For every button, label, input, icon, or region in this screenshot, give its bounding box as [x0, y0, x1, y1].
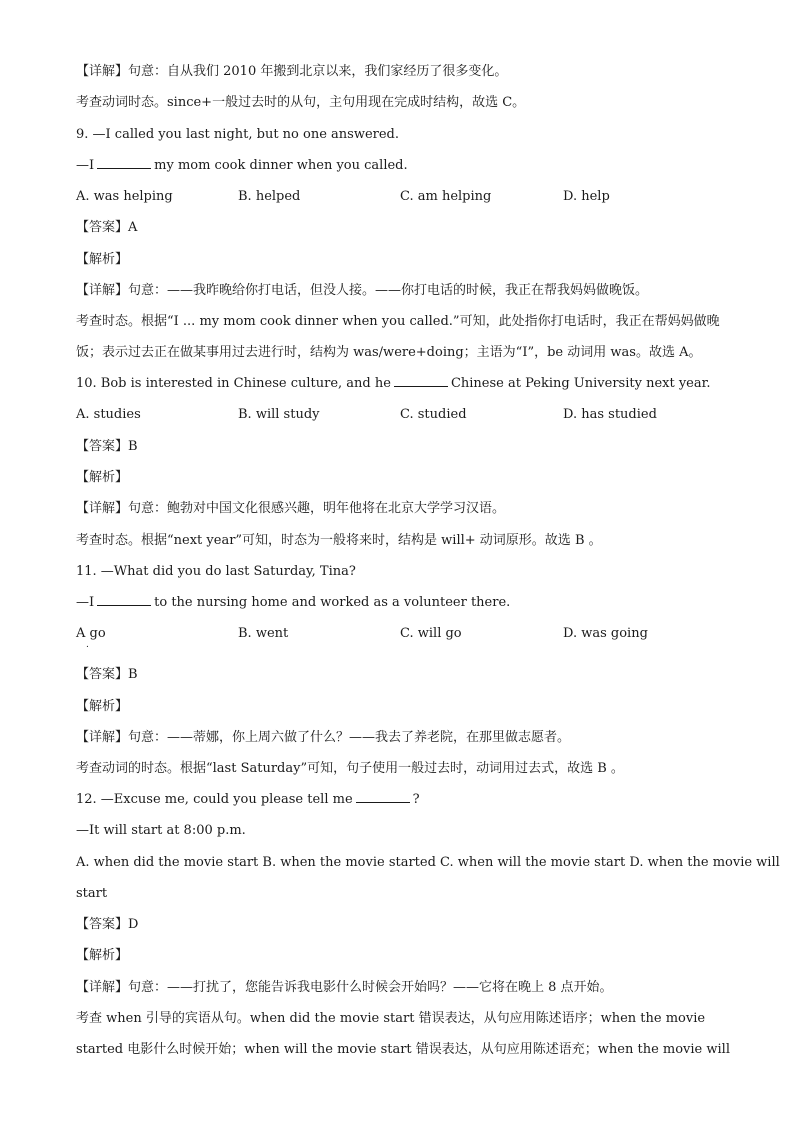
q12-explanation-analysis-1: 考查 when 引导的宾语从句。when did the movie start 错误表达，从句应用陈述语序；when the movie	[76, 1011, 706, 1026]
q11-stray-dot: .	[86, 640, 89, 650]
q11-response	[76, 594, 510, 612]
q9-prompt: 9. —I called you last night, but no one answered.	[76, 127, 400, 142]
q10-blank	[394, 375, 448, 387]
q10-option-a: A. studies	[76, 407, 141, 422]
q12-answer: 【答案】D	[76, 917, 139, 932]
q11-analysis-heading: 【解析】	[76, 699, 129, 714]
q11-response-end: to the nursing home and worked as a volunteer there.	[154, 595, 511, 610]
q9-response	[76, 157, 408, 175]
q10-explanation-detail: 【详解】句意：鲍勃对中国文化很感兴趣，明年他将在北京大学学习汉语。	[76, 501, 506, 516]
q12-response: —It will start at 8:00 p.m.	[76, 823, 246, 838]
q11-option-a: A go	[76, 626, 106, 641]
q10-option-d: D. has studied	[563, 407, 657, 422]
q11-response-start: —I	[76, 595, 95, 610]
q11-prompt: 11. —What did you do last Saturday, Tina?	[76, 564, 356, 579]
q11-blank	[97, 594, 151, 606]
q12-prompt	[76, 791, 420, 809]
q12-blank	[356, 791, 410, 803]
q10-explanation-analysis: 考查时态。根据“next year”可知，时态为一般将来时，结构是 will+ 动词原形。故选 B 。	[76, 533, 602, 548]
q10-answer: 【答案】B	[76, 439, 138, 454]
q11-option-b: B. went	[238, 626, 289, 641]
q9-blank	[97, 157, 151, 169]
q12-prompt-end: ?	[412, 792, 420, 807]
q8-explanation-detail: 【详解】句意：自从我们 2010 年搬到北京以来，我们家经历了很多变化。	[76, 64, 508, 79]
q11-option-d: D. was going	[563, 626, 648, 641]
q11-explanation-analysis: 考查动词的时态。根据“last Saturday”可知，句子使用一般过去时，动词用过去式，故选 B 。	[76, 761, 624, 776]
q10-analysis-heading: 【解析】	[76, 470, 129, 485]
q10-option-b: B. will study	[238, 407, 320, 422]
q9-response-start: —I	[76, 158, 95, 173]
q10-prompt	[76, 375, 711, 393]
q10-option-c: C. studied	[400, 407, 467, 422]
q12-options-line-2: start	[76, 886, 108, 901]
q8-explanation-analysis: 考查动词时态。since+一般过去时的从句，主句用现在完成时结构，故选 C。	[76, 95, 526, 110]
q9-explanation-detail: 【详解】句意：——我昨晚给你打电话，但没人接。——你打电话的时候，我正在帮我妈妈做晚饭。	[76, 283, 649, 298]
q12-explanation-detail: 【详解】句意：——打扰了，您能告诉我电影什么时候会开始吗？——它将在晚上 8 点开始。	[76, 980, 613, 995]
q11-answer: 【答案】B	[76, 667, 138, 682]
q9-option-a: A. was helping	[76, 189, 173, 204]
q9-explanation-analysis-2: 饭；表示过去正在做某事用过去进行时，结构为 was/were+doing；主语为“I”，be 动词用 was。故选 A。	[76, 345, 702, 360]
q10-prompt-end: Chinese at Peking University next year.	[450, 376, 711, 391]
q12-prompt-start: 12. —Excuse me, could you please tell me	[76, 792, 353, 807]
q9-answer: 【答案】A	[76, 220, 138, 235]
q9-option-d: D. help	[563, 189, 610, 204]
q10-prompt-start: 10. Bob is interested in Chinese culture, and he	[76, 376, 391, 391]
q12-options-line-1: A. when did the movie start B. when the movie started C. when will the movie start D. when the movie will	[76, 855, 780, 870]
q12-explanation-analysis-2: started 电影什么时候开始；when will the movie start 错误表达，从句应用陈述语充；when the movie will	[76, 1042, 730, 1057]
q9-response-end: my mom cook dinner when you called.	[154, 158, 408, 173]
q12-analysis-heading: 【解析】	[76, 948, 129, 963]
q11-option-c: C. will go	[400, 626, 462, 641]
q9-option-c: C. am helping	[400, 189, 492, 204]
q11-explanation-detail: 【详解】句意：——蒂娜，你上周六做了什么？——我去了养老院，在那里做志愿者。	[76, 730, 571, 745]
q9-explanation-analysis-1: 考查时态。根据“I ... my mom cook dinner when you called.”可知，此处指你打电话时，我正在帮妈妈做晚	[76, 314, 720, 329]
q9-option-b: B. helped	[238, 189, 301, 204]
q9-analysis-heading: 【解析】	[76, 252, 129, 267]
